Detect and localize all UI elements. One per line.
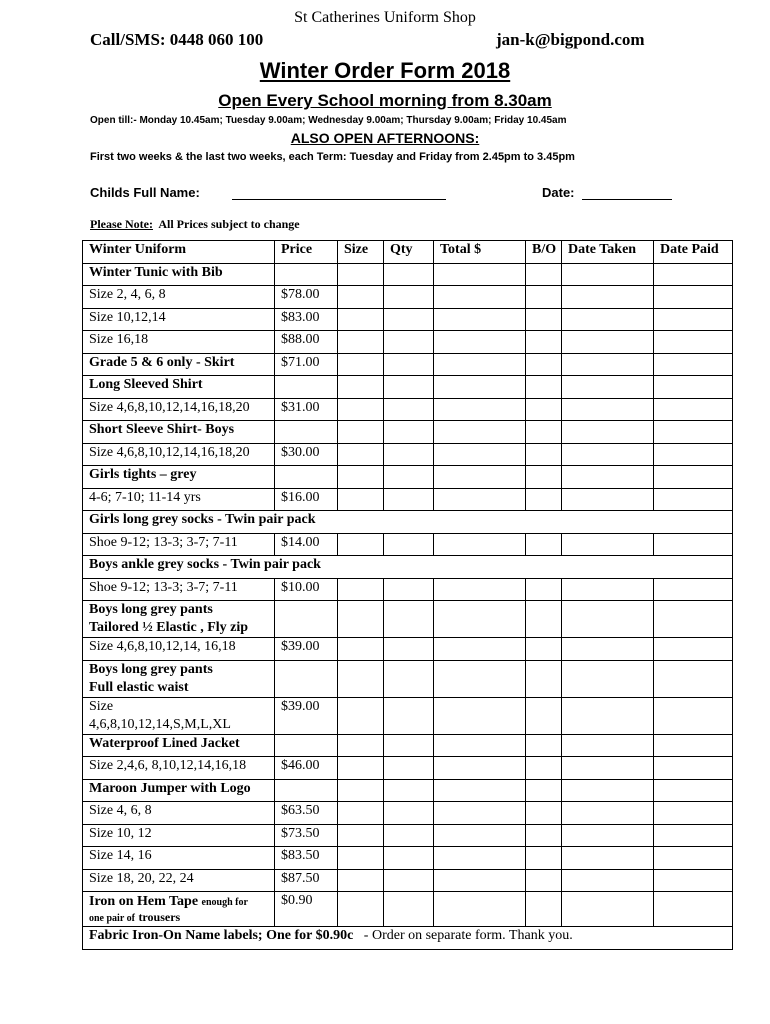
table-row: [83, 353, 733, 376]
price-cell: $63.50: [275, 802, 338, 825]
item-heading: Maroon Jumper with Logo: [83, 779, 275, 802]
table-row: [83, 847, 733, 870]
price-cell: $10.00: [275, 578, 338, 601]
date-paid-cell[interactable]: [654, 578, 733, 601]
size-cell[interactable]: [338, 601, 384, 638]
item-heading: Long Sleeved Shirt: [83, 376, 275, 399]
date-paid-cell[interactable]: [654, 757, 733, 780]
table-row: [83, 869, 733, 892]
table-row: [83, 757, 733, 780]
date-taken-cell[interactable]: [562, 353, 654, 376]
price-cell: $46.00: [275, 757, 338, 780]
bo-cell[interactable]: [526, 443, 562, 466]
qty-cell[interactable]: [384, 779, 434, 802]
date-taken-cell[interactable]: [562, 286, 654, 309]
table-row: [83, 308, 733, 331]
qty-cell[interactable]: [384, 847, 434, 870]
date-taken-cell[interactable]: [562, 398, 654, 421]
date-taken-cell[interactable]: [562, 734, 654, 757]
item-size: Size 2,4,6, 8,10,12,14,16,18: [83, 757, 275, 780]
column-header: Total $: [434, 241, 526, 264]
size-cell[interactable]: [338, 869, 384, 892]
table-row: [83, 660, 733, 697]
qty-cell[interactable]: [384, 601, 434, 638]
date-paid-cell[interactable]: [654, 286, 733, 309]
phone-number: Call/SMS: 0448 060 100: [90, 30, 264, 49]
total-cell[interactable]: [434, 353, 526, 376]
date-paid-cell[interactable]: [654, 869, 733, 892]
table-row: [83, 578, 733, 601]
price-cell: $16.00: [275, 488, 338, 511]
total-cell[interactable]: [434, 308, 526, 331]
size-cell[interactable]: [338, 308, 384, 331]
price-cell: $83.50: [275, 847, 338, 870]
price-note: [90, 217, 300, 232]
date-paid-cell[interactable]: [654, 331, 733, 354]
price-cell: $73.50: [275, 824, 338, 847]
bo-cell[interactable]: [526, 398, 562, 421]
price-cell: $83.00: [275, 308, 338, 331]
table-row: [83, 802, 733, 825]
date-paid-cell[interactable]: [654, 847, 733, 870]
size-cell[interactable]: [338, 892, 384, 927]
column-header: Size: [338, 241, 384, 264]
size-cell[interactable]: [338, 466, 384, 489]
bo-cell[interactable]: [526, 331, 562, 354]
price-cell: [275, 660, 338, 697]
child-name-label: Childs Full Name:: [90, 185, 200, 200]
table-row: [83, 286, 733, 309]
item-size: Size 2, 4, 6, 8: [83, 286, 275, 309]
date-paid-cell[interactable]: [654, 421, 733, 444]
bo-cell[interactable]: [526, 578, 562, 601]
date-label: Date:: [542, 185, 575, 200]
date-taken-cell[interactable]: [562, 533, 654, 556]
footer-cell: [83, 927, 733, 950]
total-cell[interactable]: [434, 488, 526, 511]
size-cell[interactable]: [338, 331, 384, 354]
item-heading: Waterproof Lined Jacket: [83, 734, 275, 757]
item-size-line1: Size: [89, 698, 114, 714]
table-row: [83, 556, 733, 579]
item-size: Size 10, 12: [83, 824, 275, 847]
bo-cell[interactable]: [526, 697, 562, 734]
item-heading: Short Sleeve Shirt- Boys: [83, 421, 275, 444]
table-row: [83, 824, 733, 847]
total-cell[interactable]: [434, 421, 526, 444]
total-cell[interactable]: [434, 376, 526, 399]
email-address: jan-k@bigpond.com: [496, 30, 645, 49]
bo-cell[interactable]: [526, 660, 562, 697]
qty-cell[interactable]: [384, 578, 434, 601]
table-row: [83, 443, 733, 466]
also-open-heading: ALSO OPEN AFTERNOONS:: [290, 130, 480, 146]
item-size-line2: 4,6,8,10,12,14,S,M,L,XL: [89, 716, 231, 732]
item-heading-line1: Boys long grey pants: [89, 661, 213, 677]
date-taken-cell[interactable]: [562, 443, 654, 466]
price-cell: [275, 263, 338, 286]
date-paid-cell[interactable]: [654, 263, 733, 286]
date-paid-cell[interactable]: [654, 892, 733, 927]
price-cell: $88.00: [275, 331, 338, 354]
date-taken-cell[interactable]: [562, 869, 654, 892]
item-heading-line2: Full elastic waist: [89, 679, 189, 695]
date-paid-cell[interactable]: [654, 353, 733, 376]
date-paid-cell[interactable]: [654, 398, 733, 421]
price-cell: $30.00: [275, 443, 338, 466]
date-taken-cell[interactable]: [562, 697, 654, 734]
date-taken-cell[interactable]: [562, 263, 654, 286]
bo-cell[interactable]: [526, 892, 562, 927]
bo-cell[interactable]: [526, 421, 562, 444]
date-field[interactable]: [582, 199, 672, 200]
item-size: [83, 697, 275, 734]
item-heading: [83, 892, 275, 927]
price-cell: $39.00: [275, 638, 338, 661]
size-cell[interactable]: [338, 533, 384, 556]
total-cell[interactable]: [434, 757, 526, 780]
table-row: [83, 263, 733, 286]
qty-cell[interactable]: [384, 353, 434, 376]
price-cell: $31.00: [275, 398, 338, 421]
total-cell[interactable]: [434, 533, 526, 556]
qty-cell[interactable]: [384, 308, 434, 331]
column-header: Winter Uniform: [83, 241, 275, 264]
date-taken-cell[interactable]: [562, 779, 654, 802]
column-header: Price: [275, 241, 338, 264]
size-cell[interactable]: [338, 353, 384, 376]
bo-cell[interactable]: [526, 376, 562, 399]
item-heading-line1: Iron on Hem Tape: [89, 894, 199, 909]
price-cell: $14.00: [275, 533, 338, 556]
table-row: [83, 601, 733, 638]
date-taken-cell[interactable]: [562, 757, 654, 780]
bo-cell[interactable]: [526, 757, 562, 780]
table-row: [83, 638, 733, 661]
size-cell[interactable]: [338, 286, 384, 309]
date-paid-cell[interactable]: [654, 376, 733, 399]
date-paid-cell[interactable]: [654, 488, 733, 511]
size-cell[interactable]: [338, 779, 384, 802]
child-name-field[interactable]: [232, 199, 446, 200]
item-heading: Grade 5 & 6 only - Skirt: [83, 353, 275, 376]
table-row: [83, 734, 733, 757]
total-cell[interactable]: [434, 802, 526, 825]
table-row: [83, 697, 733, 734]
date-taken-cell[interactable]: [562, 488, 654, 511]
date-taken-cell[interactable]: [562, 638, 654, 661]
date-paid-cell[interactable]: [654, 443, 733, 466]
opening-subtitle: Open Every School morning from 8.30am: [218, 91, 552, 110]
bo-cell[interactable]: [526, 869, 562, 892]
qty-cell[interactable]: [384, 757, 434, 780]
qty-cell[interactable]: [384, 331, 434, 354]
bo-cell[interactable]: [526, 638, 562, 661]
bo-cell[interactable]: [526, 488, 562, 511]
item-heading-line1: Boys long grey pants: [89, 602, 213, 617]
date-taken-cell[interactable]: [562, 660, 654, 697]
table-row: [83, 533, 733, 556]
column-header: Qty: [384, 241, 434, 264]
bo-cell[interactable]: [526, 601, 562, 638]
item-size: 4-6; 7-10; 11-14 yrs: [83, 488, 275, 511]
qty-cell[interactable]: [384, 376, 434, 399]
qty-cell[interactable]: [384, 892, 434, 927]
date-paid-cell[interactable]: [654, 638, 733, 661]
size-cell[interactable]: [338, 578, 384, 601]
total-cell[interactable]: [434, 660, 526, 697]
qty-cell[interactable]: [384, 869, 434, 892]
price-cell: [275, 779, 338, 802]
price-cell: [275, 466, 338, 489]
qty-cell[interactable]: [384, 263, 434, 286]
size-cell[interactable]: [338, 697, 384, 734]
item-note: enough for: [201, 897, 248, 908]
item-note-2: one pair of: [89, 913, 135, 924]
item-size: Size 4,6,8,10,12,14,16,18,20: [83, 398, 275, 421]
total-cell[interactable]: [434, 398, 526, 421]
date-paid-cell[interactable]: [654, 779, 733, 802]
size-cell[interactable]: [338, 421, 384, 444]
total-cell[interactable]: [434, 466, 526, 489]
item-size: Shoe 9-12; 13-3; 3-7; 7-11: [83, 533, 275, 556]
column-header: Date Paid: [654, 241, 733, 264]
size-cell[interactable]: [338, 734, 384, 757]
total-cell[interactable]: [434, 892, 526, 927]
total-cell[interactable]: [434, 263, 526, 286]
item-size: Size 14, 16: [83, 847, 275, 870]
date-paid-cell[interactable]: [654, 533, 733, 556]
item-size: Size 10,12,14: [83, 308, 275, 331]
price-cell: $78.00: [275, 286, 338, 309]
qty-cell[interactable]: [384, 734, 434, 757]
qty-cell[interactable]: [384, 466, 434, 489]
qty-cell[interactable]: [384, 824, 434, 847]
total-cell[interactable]: [434, 697, 526, 734]
bo-cell[interactable]: [526, 263, 562, 286]
table-row: [83, 779, 733, 802]
bo-cell[interactable]: [526, 824, 562, 847]
date-taken-cell[interactable]: [562, 601, 654, 638]
size-cell[interactable]: [338, 398, 384, 421]
date-taken-cell[interactable]: [562, 376, 654, 399]
bo-cell[interactable]: [526, 533, 562, 556]
bo-cell[interactable]: [526, 734, 562, 757]
price-cell: $71.00: [275, 353, 338, 376]
name-labels-line: Fabric Iron-On Name labels; One for $0.90c: [89, 928, 354, 943]
size-cell[interactable]: [338, 488, 384, 511]
qty-cell[interactable]: [384, 660, 434, 697]
table-row: [83, 488, 733, 511]
price-cell: $0.90: [275, 892, 338, 927]
size-cell[interactable]: [338, 824, 384, 847]
price-note-text: All Prices subject to change: [158, 217, 300, 231]
total-cell[interactable]: [434, 869, 526, 892]
date-paid-cell[interactable]: [654, 824, 733, 847]
qty-cell[interactable]: [384, 638, 434, 661]
table-row: [83, 466, 733, 489]
item-size: Size 16,18: [83, 331, 275, 354]
date-taken-cell[interactable]: [562, 308, 654, 331]
date-taken-cell[interactable]: [562, 847, 654, 870]
table-row: [83, 421, 733, 444]
size-cell[interactable]: [338, 660, 384, 697]
total-cell[interactable]: [434, 286, 526, 309]
item-size: Shoe 9-12; 13-3; 3-7; 7-11: [83, 578, 275, 601]
bo-cell[interactable]: [526, 779, 562, 802]
afternoon-hours: First two weeks & the last two weeks, each Term: Tuesday and Friday from 2.45pm to 3.45pm: [90, 151, 575, 163]
opening-hours: Open till:- Monday 10.45am; Tuesday 9.00am; Wednesday 9.00am; Thursday 9.00am; Friday 10.45am: [90, 115, 567, 126]
total-cell[interactable]: [434, 578, 526, 601]
price-cell: [275, 601, 338, 638]
item-heading-line2: Tailored ½ Elastic , Fly zip: [89, 620, 249, 635]
item-heading: Winter Tunic with Bib: [83, 263, 275, 286]
total-cell[interactable]: [434, 847, 526, 870]
item-heading: Girls long grey socks - Twin pair pack: [83, 511, 733, 534]
total-cell[interactable]: [434, 638, 526, 661]
price-cell: [275, 376, 338, 399]
order-table: [82, 240, 733, 950]
date-taken-cell[interactable]: [562, 892, 654, 927]
item-heading: Girls tights – grey: [83, 466, 275, 489]
date-taken-cell[interactable]: [562, 802, 654, 825]
item-size: Size 4,6,8,10,12,14,16,18,20: [83, 443, 275, 466]
table-row: [83, 398, 733, 421]
qty-cell[interactable]: [384, 533, 434, 556]
date-paid-cell[interactable]: [654, 466, 733, 489]
item-size: Size 18, 20, 22, 24: [83, 869, 275, 892]
bo-cell[interactable]: [526, 308, 562, 331]
shop-name: St Catherines Uniform Shop: [294, 9, 476, 26]
qty-cell[interactable]: [384, 421, 434, 444]
date-paid-cell[interactable]: [654, 601, 733, 638]
table-header-row: [83, 241, 733, 264]
size-cell[interactable]: [338, 757, 384, 780]
table-footer-row: [83, 927, 733, 950]
date-paid-cell[interactable]: [654, 734, 733, 757]
bo-cell[interactable]: [526, 802, 562, 825]
date-taken-cell[interactable]: [562, 331, 654, 354]
item-heading-line2: trousers: [138, 910, 181, 924]
total-cell[interactable]: [434, 601, 526, 638]
date-taken-cell[interactable]: [562, 578, 654, 601]
table-row: [83, 331, 733, 354]
item-heading: [83, 660, 275, 697]
table-row: [83, 376, 733, 399]
qty-cell[interactable]: [384, 398, 434, 421]
size-cell[interactable]: [338, 443, 384, 466]
date-taken-cell[interactable]: [562, 466, 654, 489]
table-row: [83, 892, 733, 927]
bo-cell[interactable]: [526, 466, 562, 489]
bo-cell[interactable]: [526, 847, 562, 870]
table-row: [83, 511, 733, 534]
date-paid-cell[interactable]: [654, 697, 733, 734]
total-cell[interactable]: [434, 443, 526, 466]
price-cell: [275, 734, 338, 757]
total-cell[interactable]: [434, 734, 526, 757]
price-note-label: Please Note:: [90, 217, 153, 231]
size-cell[interactable]: [338, 263, 384, 286]
qty-cell[interactable]: [384, 286, 434, 309]
qty-cell[interactable]: [384, 443, 434, 466]
bo-cell[interactable]: [526, 353, 562, 376]
date-paid-cell[interactable]: [654, 660, 733, 697]
column-header: Date Taken: [562, 241, 654, 264]
date-paid-cell[interactable]: [654, 802, 733, 825]
date-taken-cell[interactable]: [562, 421, 654, 444]
total-cell[interactable]: [434, 824, 526, 847]
column-header: B/O: [526, 241, 562, 264]
bo-cell[interactable]: [526, 286, 562, 309]
size-cell[interactable]: [338, 847, 384, 870]
item-heading: Boys ankle grey socks - Twin pair pack: [83, 556, 733, 579]
price-cell: $39.00: [275, 697, 338, 734]
form-title: Winter Order Form 2018: [259, 58, 511, 83]
price-cell: $87.50: [275, 869, 338, 892]
qty-cell[interactable]: [384, 802, 434, 825]
size-cell[interactable]: [338, 376, 384, 399]
total-cell[interactable]: [434, 779, 526, 802]
total-cell[interactable]: [434, 331, 526, 354]
item-size: Size 4,6,8,10,12,14, 16,18: [83, 638, 275, 661]
qty-cell[interactable]: [384, 697, 434, 734]
qty-cell[interactable]: [384, 488, 434, 511]
order-separately-note: - Order on separate form. Thank you.: [363, 928, 573, 943]
date-taken-cell[interactable]: [562, 824, 654, 847]
price-cell: [275, 421, 338, 444]
date-paid-cell[interactable]: [654, 308, 733, 331]
size-cell[interactable]: [338, 802, 384, 825]
item-size: Size 4, 6, 8: [83, 802, 275, 825]
item-heading: [83, 601, 275, 638]
size-cell[interactable]: [338, 638, 384, 661]
